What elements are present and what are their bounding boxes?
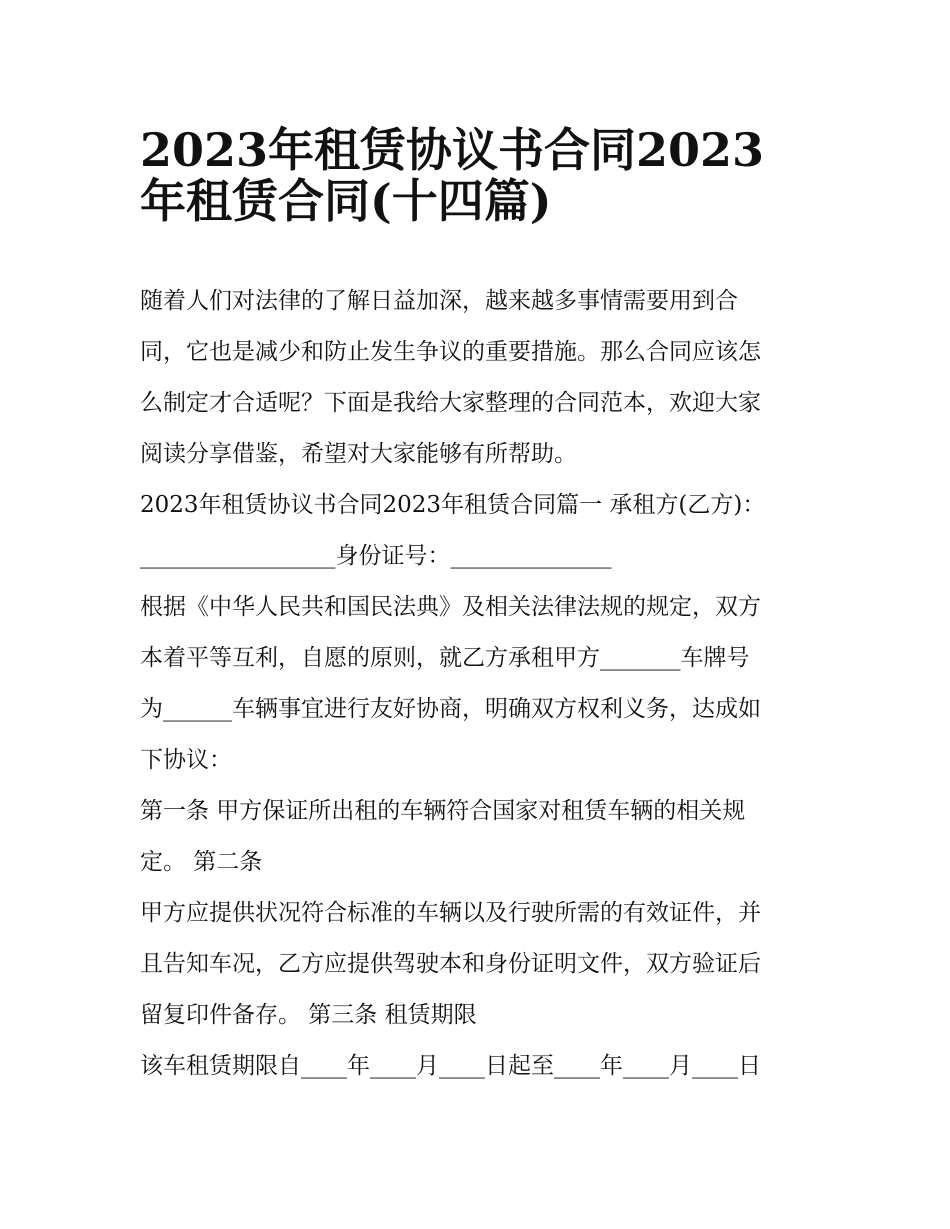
document-title xyxy=(140,112,820,228)
intro-line: 阅读分享借鉴，希望对大家能够有所帮助。 xyxy=(140,441,577,467)
intro-line: 么制定才合适呢？下面是我给大家整理的合同范本，欢迎大家 xyxy=(140,390,761,416)
lease-period-text: 该车租赁期限自____年____月____日起至____年____月____日 xyxy=(140,1053,761,1079)
article-2-line: 甲方应提供状况符合标准的车辆以及行驶所需的有效证件，并 xyxy=(140,900,761,926)
preamble-paragraph xyxy=(140,582,820,786)
lease-period-line xyxy=(140,1041,820,1092)
preamble-line: 为______车辆事宜进行友好协商，明确双方权利义务，达成如 xyxy=(140,696,761,722)
article-2-line: 留复印件备存。 第三条 租赁期限 xyxy=(140,1002,477,1028)
article-heading xyxy=(140,480,820,531)
intro-paragraph xyxy=(140,276,820,480)
preamble-line: 下协议： xyxy=(140,747,232,773)
article-1-paragraph xyxy=(140,786,820,888)
preamble-line: 根据《中华人民共和国民法典》及相关法律法规的规定，双方 xyxy=(140,594,761,620)
title-line: 年租赁合同(十四篇) xyxy=(140,174,552,228)
intro-line: 同，它也是减少和防止发生争议的重要措施。那么合同应该怎 xyxy=(140,339,761,365)
title-line: 2023年租赁协议书合同2023 xyxy=(140,123,765,177)
article-2-line: 且告知车况，乙方应提供驾驶本和身份证明文件，双方验证后 xyxy=(140,951,761,977)
preamble-line: 本着平等互利，自愿的原则，就乙方承租甲方_______车牌号 xyxy=(140,645,750,671)
intro-line: 随着人们对法律的了解日益加深，越来越多事情需要用到合 xyxy=(140,288,738,314)
article-1-line: 第一条 甲方保证所出租的车辆符合国家对租赁车辆的相关规 xyxy=(140,798,746,824)
article-1-line: 定。 第二条 xyxy=(140,849,263,875)
article-2-paragraph xyxy=(140,888,820,1041)
id-number-line xyxy=(140,531,820,582)
article-heading-text: 2023年租赁协议书合同2023年租赁合同篇一 承租方(乙方)： xyxy=(140,492,766,518)
id-number-text: _________________身份证号：______________ xyxy=(140,543,612,569)
